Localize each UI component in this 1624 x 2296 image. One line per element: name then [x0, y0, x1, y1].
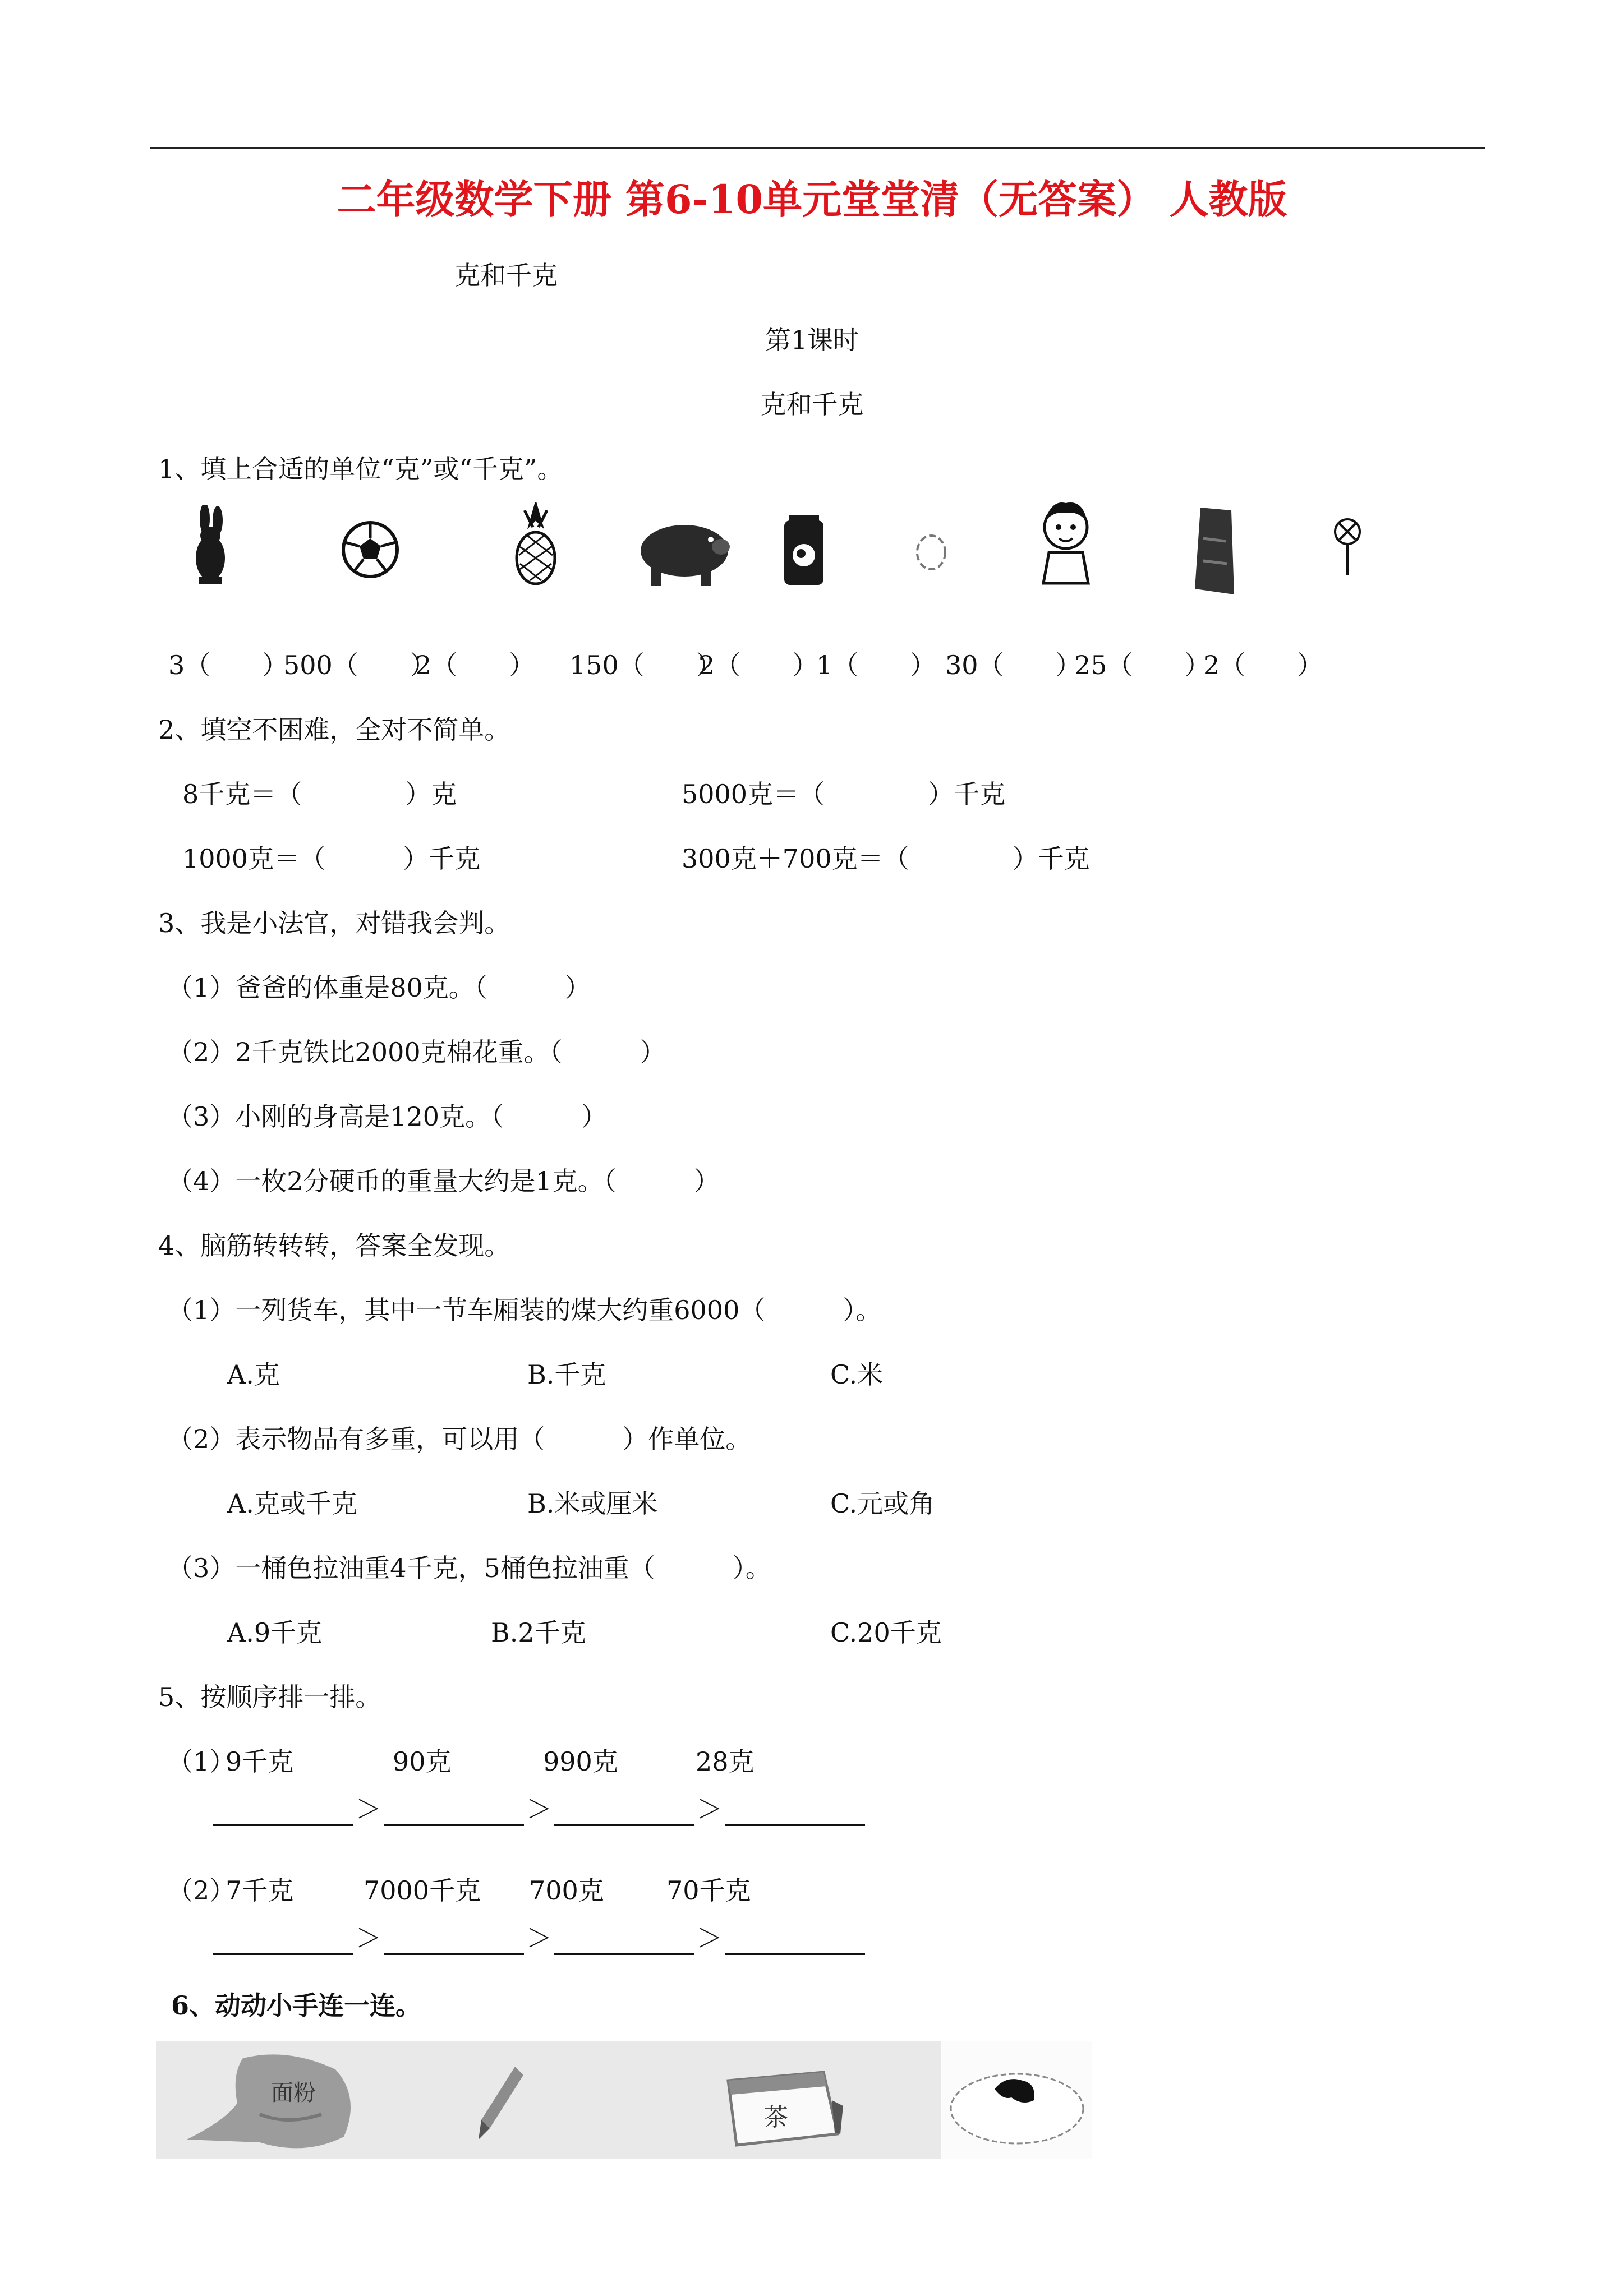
q4-stem-1[interactable]: （1）一列货车，其中一节车厢装的煤大约重6000（ ）。	[167, 1295, 882, 1325]
pineapple-icon	[508, 502, 564, 586]
greater-than-sign: ＞	[697, 1923, 723, 1953]
q5-value-2d: 70千克	[666, 1875, 751, 1906]
boy-icon	[1032, 496, 1099, 586]
q5-prompt: 5、按顺序排一排。	[158, 1682, 381, 1712]
lesson-topic: 克和千克	[760, 389, 864, 419]
answer-blank[interactable]	[384, 1922, 524, 1955]
header-rule	[150, 147, 1485, 149]
q3-item-1[interactable]: （1）爸爸的体重是80克。（ ）	[167, 972, 591, 1003]
answer-blank[interactable]	[725, 1793, 865, 1826]
bag-icon	[779, 510, 829, 589]
q2-item-2[interactable]: 5000克＝（ ）千克	[682, 779, 1006, 809]
q4-option-3b[interactable]: B.2千克	[491, 1617, 586, 1648]
q5-value-2c: 700克	[529, 1875, 604, 1906]
q4-stem-3[interactable]: （3）一桶色拉油重4千克，5桶色拉油重（ ）。	[167, 1553, 771, 1583]
q3-item-2[interactable]: （2）2千克铁比2000克棉花重。（ ）	[167, 1037, 666, 1067]
q5-label-1: （1）	[167, 1746, 236, 1777]
q3-item-3[interactable]: （3）小刚的身高是120克。（ ）	[167, 1101, 608, 1132]
flour-sack-icon	[176, 2047, 366, 2156]
lollipop-icon	[1331, 516, 1364, 578]
q4-option-2a[interactable]: A.克或千克	[227, 1488, 357, 1519]
q1-prompt: 1、填上合适的单位“克”或“千克”。	[158, 454, 563, 484]
flour-label: 面粉	[271, 2080, 316, 2106]
greater-than-sign: ＞	[526, 1794, 552, 1824]
q3-item-4[interactable]: （4）一枚2分硬币的重量大约是1克。（ ）	[167, 1166, 720, 1196]
egg-icon	[912, 530, 951, 575]
q5-value-1a: 9千克	[226, 1746, 294, 1777]
tea-bag-icon	[723, 2067, 846, 2151]
pencil-icon	[476, 2064, 526, 2142]
q2-item-1[interactable]: 8千克＝（ ）克	[182, 779, 457, 809]
q2-prompt: 2、填空不困难，全对不简单。	[158, 714, 510, 745]
q5-value-2a: 7千克	[226, 1875, 294, 1906]
greater-than-sign: ＞	[356, 1923, 381, 1953]
answer-blank[interactable]	[725, 1922, 865, 1955]
q1-answer-9[interactable]: 2（ ）	[1203, 650, 1323, 680]
answer-blank[interactable]	[384, 1793, 524, 1826]
q4-option-1a[interactable]: A.克	[227, 1359, 280, 1390]
q4-option-2c[interactable]: C.元或角	[830, 1488, 935, 1519]
q2-item-4[interactable]: 300克＋700克＝（ ）千克	[682, 843, 1090, 874]
lesson-label: 第1课时	[765, 325, 859, 355]
unit-name: 克和千克	[454, 260, 558, 291]
q1-answer-8[interactable]: 25（ ）	[1074, 650, 1211, 680]
q6-prompt: 6、动动小手连一连。	[171, 1990, 422, 2021]
answer-blank[interactable]	[213, 1922, 353, 1955]
q3-prompt: 3、我是小法官，对错我会判。	[158, 908, 510, 938]
q4-option-3c[interactable]: C.20千克	[830, 1617, 942, 1648]
q1-answer-5[interactable]: 2（ ）	[698, 650, 818, 680]
q1-answer-2[interactable]: 500（ ）	[283, 650, 436, 680]
q5-value-1d: 28克	[696, 1746, 755, 1777]
q6-picture-strip	[156, 2041, 1092, 2159]
answer-blank[interactable]	[554, 1922, 694, 1955]
tea-label: 茶	[763, 2103, 788, 2132]
answer-blank[interactable]	[554, 1793, 694, 1826]
q4-stem-2[interactable]: （2）表示物品有多重，可以用（ ）作单位。	[167, 1424, 752, 1454]
q1-answer-3[interactable]: 2（ ）	[415, 650, 535, 680]
greater-than-sign: ＞	[526, 1923, 552, 1953]
greater-than-sign: ＞	[697, 1794, 723, 1824]
q2-item-3[interactable]: 1000克＝（ ）千克	[182, 843, 481, 874]
q1-answer-1[interactable]: 3（ ）	[168, 650, 288, 680]
q4-option-1b[interactable]: B.千克	[527, 1359, 606, 1390]
q5-label-2: （2）	[167, 1875, 236, 1906]
q4-option-3a[interactable]: A.9千克	[227, 1617, 323, 1648]
sack-icon	[1186, 505, 1243, 597]
answer-blank[interactable]	[213, 1793, 353, 1826]
q5-value-2b: 7000千克	[364, 1875, 481, 1906]
q1-answer-4[interactable]: 150（ ）	[569, 650, 722, 680]
q4-option-1c[interactable]: C.米	[830, 1359, 884, 1390]
q4-prompt: 4、脑筋转转转，答案全发现。	[158, 1230, 510, 1261]
q5-value-1b: 90克	[393, 1746, 452, 1777]
soccer-ball-icon	[339, 519, 401, 580]
page-title: 二年级数学下册 第6-10单元堂堂清（无答案） 人教版	[337, 176, 1287, 223]
q5-order-line-2[interactable]	[213, 1918, 865, 1955]
q4-option-2b[interactable]: B.米或厘米	[527, 1488, 658, 1519]
q1-answer-7[interactable]: 30（ ）	[945, 650, 1082, 680]
q1-answer-6[interactable]: 1（ ）	[816, 650, 936, 680]
pig-icon	[637, 516, 735, 589]
q5-value-1c: 990克	[543, 1746, 618, 1777]
greater-than-sign: ＞	[356, 1794, 381, 1824]
rabbit-icon	[180, 505, 241, 589]
q5-order-line-1[interactable]	[213, 1789, 865, 1826]
egg-with-chick-icon	[944, 2067, 1090, 2151]
